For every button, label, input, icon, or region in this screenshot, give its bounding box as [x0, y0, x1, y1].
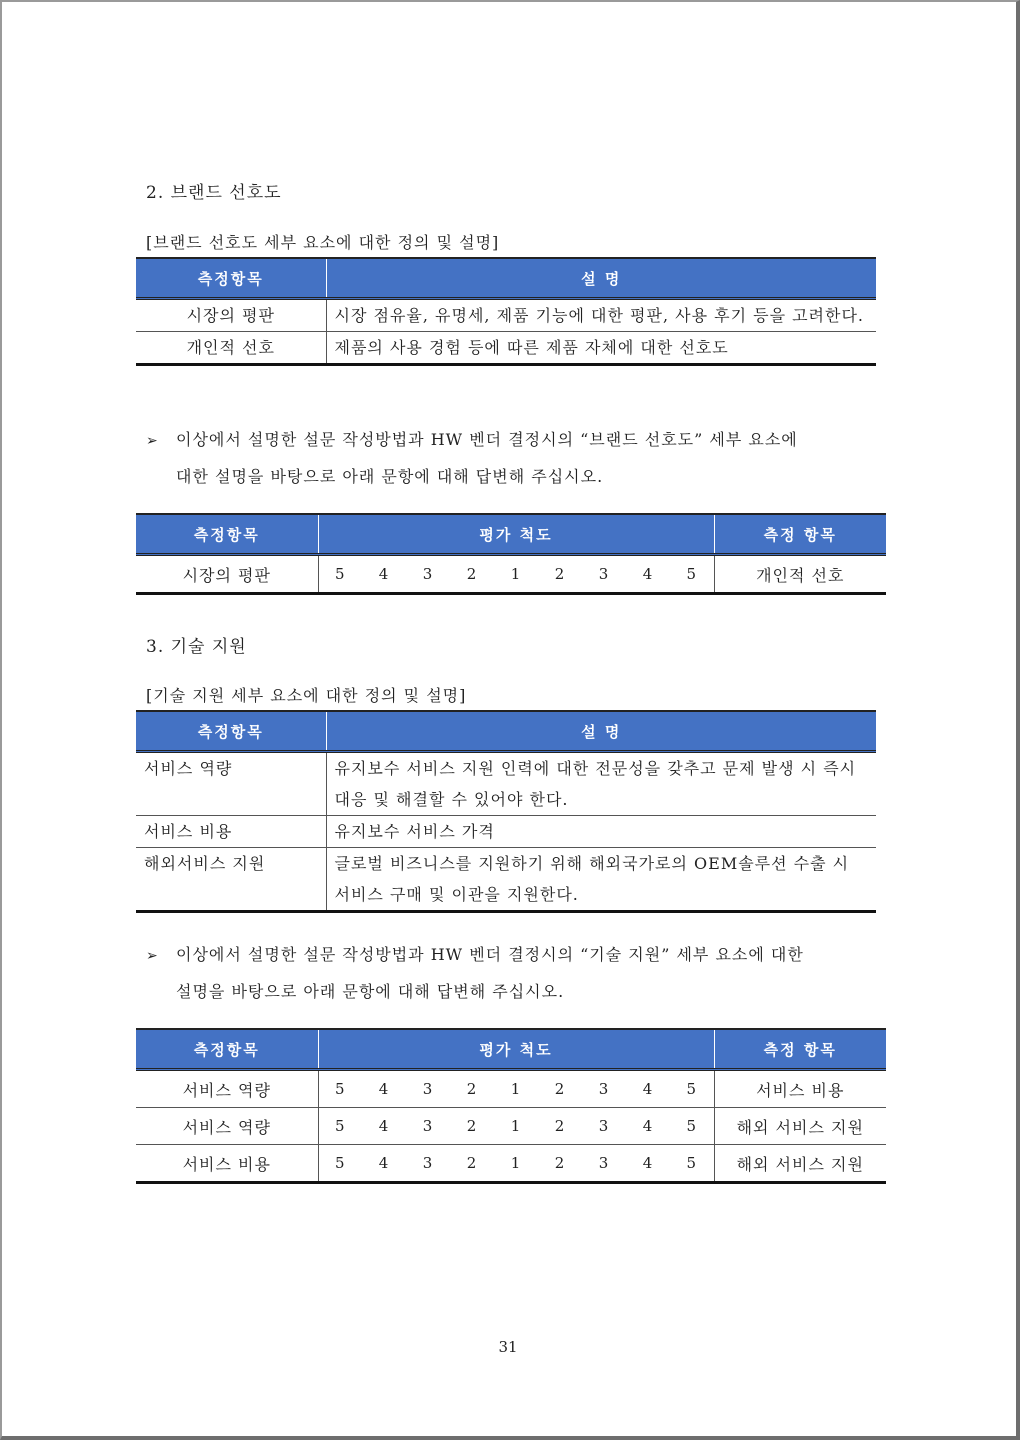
- scale-option[interactable]: 3: [582, 555, 626, 594]
- row-desc: 유지보수 서비스 가격: [326, 816, 876, 848]
- row-desc: 글로벌 비즈니스를 지원하기 위해 해외국가로의 OEM솔루션 수출 시 서비스 구매 및 이관을 지원한다.: [326, 848, 876, 912]
- scale-option[interactable]: 3: [406, 1145, 450, 1183]
- table-row: [136, 848, 876, 912]
- scale-option[interactable]: 5: [318, 1108, 362, 1145]
- scale-option[interactable]: 3: [406, 1070, 450, 1108]
- table-caption-tech: [기술 지원 세부 요소에 대한 정의 및 설명]: [146, 686, 467, 705]
- scale-option[interactable]: 5: [670, 1108, 714, 1145]
- col-header-desc: 설 명: [326, 711, 876, 752]
- left-item: 서비스 역량: [136, 1070, 318, 1108]
- definition-table-tech: [136, 710, 876, 913]
- scale-option[interactable]: 1: [494, 1070, 538, 1108]
- scale-option[interactable]: 1: [494, 555, 538, 594]
- rating-table-tech: [136, 1028, 886, 1184]
- scale-option[interactable]: 4: [626, 1145, 670, 1183]
- col-header-scale: 평가 척도: [318, 1029, 714, 1070]
- scale-option[interactable]: 2: [538, 555, 582, 594]
- scale-option[interactable]: 4: [362, 1108, 406, 1145]
- table-row: [136, 555, 886, 594]
- table-row: [136, 1145, 886, 1183]
- arrow-bullet-icon: ➢: [146, 948, 159, 964]
- row-desc: 유지보수 서비스 지원 인력에 대한 전문성을 갖추고 문제 발생 시 즉시 대응 및 해결할 수 있어야 한다.: [326, 752, 876, 816]
- scale-option[interactable]: 4: [362, 1070, 406, 1108]
- scale-option[interactable]: 3: [582, 1070, 626, 1108]
- scale-option[interactable]: 3: [582, 1108, 626, 1145]
- scale-option[interactable]: 2: [450, 1070, 494, 1108]
- scale-option[interactable]: 4: [362, 555, 406, 594]
- scale-option[interactable]: 5: [670, 1070, 714, 1108]
- scale-option[interactable]: 4: [626, 555, 670, 594]
- scale-option[interactable]: 2: [450, 1108, 494, 1145]
- left-item: 서비스 역량: [136, 1108, 318, 1145]
- scale-option[interactable]: 1: [494, 1145, 538, 1183]
- right-item: 서비스 비용: [714, 1070, 886, 1108]
- table-row: [136, 816, 876, 848]
- scale-option[interactable]: 2: [538, 1108, 582, 1145]
- instruction-note-tech: ➢ 이상에서 설명한 설문 작성방법과 HW 벤더 결정시의 “기술 지원” 세부 요소에 대한 설명을 바탕으로 아래 문항에 대해 답변해 주십시오.: [146, 937, 866, 1010]
- scale-option[interactable]: 4: [626, 1070, 670, 1108]
- section-heading-tech: 3. 기술 지원: [146, 637, 247, 657]
- col-header-item: 측정항목: [136, 514, 318, 555]
- col-header-desc: 설 명: [326, 258, 876, 299]
- right-item: 해외 서비스 지원: [714, 1145, 886, 1183]
- scale-option[interactable]: 4: [362, 1145, 406, 1183]
- table-caption-brand: [브랜드 선호도 세부 요소에 대한 정의 및 설명]: [146, 233, 500, 252]
- table-row: [136, 752, 876, 816]
- row-item: 시장의 평판: [136, 299, 326, 332]
- scale-option[interactable]: 5: [318, 555, 362, 594]
- instruction-note-brand: ➢ 이상에서 설명한 설문 작성방법과 HW 벤더 결정시의 “브랜드 선호도” 세부 요소에 대한 설명을 바탕으로 아래 문항에 대해 답변해 주십시오.: [146, 422, 866, 495]
- scale-option[interactable]: 5: [318, 1070, 362, 1108]
- scale-option[interactable]: 2: [450, 1145, 494, 1183]
- col-header-item-right: 측정 항목: [714, 1029, 886, 1070]
- col-header-item: 측정항목: [136, 711, 326, 752]
- scale-option[interactable]: 2: [538, 1070, 582, 1108]
- scale-option[interactable]: 3: [406, 555, 450, 594]
- left-item: 시장의 평판: [136, 555, 318, 594]
- scale-option[interactable]: 2: [450, 555, 494, 594]
- table-row: [136, 1108, 886, 1145]
- right-item: 개인적 선호: [714, 555, 886, 594]
- row-item: 해외서비스 지원: [136, 848, 326, 912]
- row-desc: 제품의 사용 경험 등에 따른 제품 자체에 대한 선호도: [326, 332, 876, 365]
- definition-table-brand: [136, 257, 876, 366]
- scale-option[interactable]: 1: [494, 1108, 538, 1145]
- table-row: [136, 299, 876, 332]
- scale-option[interactable]: 3: [406, 1108, 450, 1145]
- col-header-item: 측정항목: [136, 258, 326, 299]
- row-item: 서비스 역량: [136, 752, 326, 816]
- scale-option[interactable]: 4: [626, 1108, 670, 1145]
- table-row: [136, 332, 876, 365]
- row-desc: 시장 점유율, 유명세, 제품 기능에 대한 평판, 사용 후기 등을 고려한다.: [326, 299, 876, 332]
- col-header-scale: 평가 척도: [318, 514, 714, 555]
- col-header-item-right: 측정 항목: [714, 514, 886, 555]
- page-number: 31: [498, 1338, 518, 1356]
- right-item: 해외 서비스 지원: [714, 1108, 886, 1145]
- scale-option[interactable]: 5: [318, 1145, 362, 1183]
- row-item: 서비스 비용: [136, 816, 326, 848]
- row-item: 개인적 선호: [136, 332, 326, 365]
- arrow-bullet-icon: ➢: [146, 433, 159, 449]
- section-heading-brand: 2. 브랜드 선호도: [146, 183, 282, 203]
- rating-table-brand: [136, 513, 886, 595]
- scale-option[interactable]: 5: [670, 1145, 714, 1183]
- left-item: 서비스 비용: [136, 1145, 318, 1183]
- col-header-item: 측정항목: [136, 1029, 318, 1070]
- table-row: [136, 1070, 886, 1108]
- scale-option[interactable]: 5: [670, 555, 714, 594]
- scale-option[interactable]: 2: [538, 1145, 582, 1183]
- scale-option[interactable]: 3: [582, 1145, 626, 1183]
